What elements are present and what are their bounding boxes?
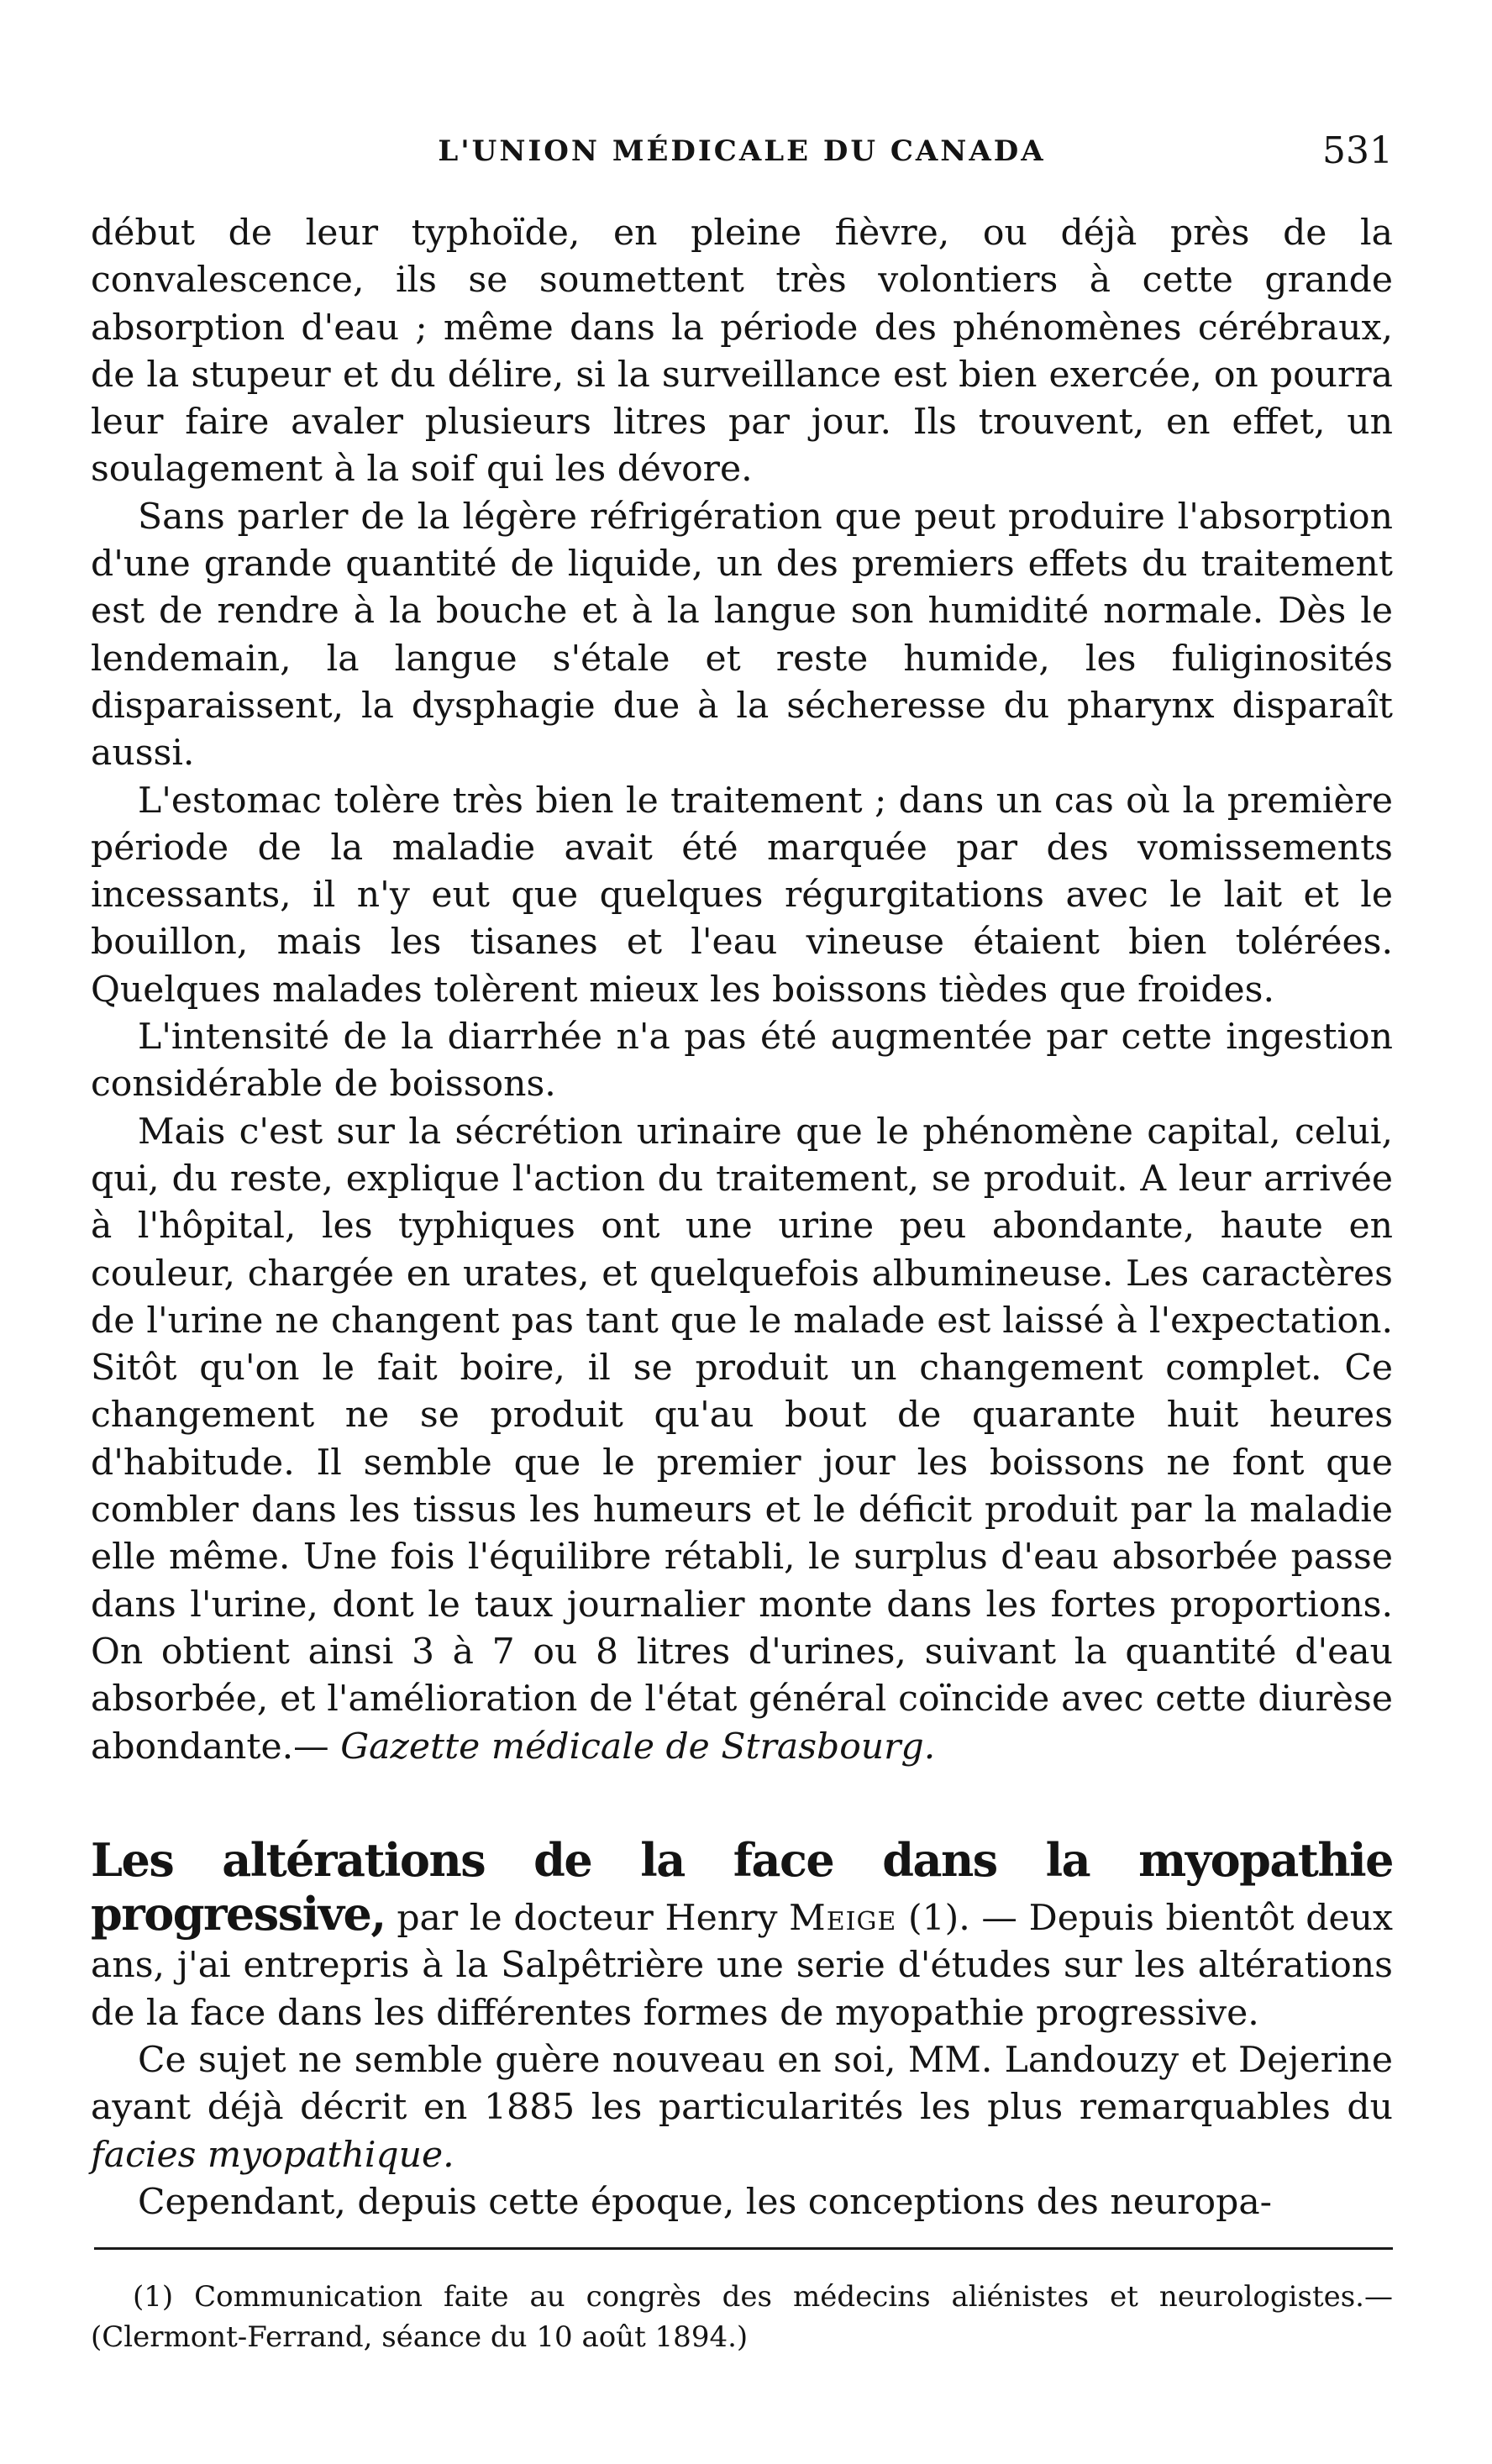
paragraph-mouth-tongue: Sans parler de la légère réfrigération que peut produire l'absorption d'une grande quantité de liquide, un des premiers effets du traitement est de rendre à la bouche et à la langue son humidité normale. Dès le lendemain, la langue s'étale et reste humide, les fuliginosités disparaissent, la dysphagie due à la sécheresse du pharynx disparaît aussi. bbox=[91, 496, 1393, 775]
running-title: L'UNION MÉDICALE DU CANADA bbox=[438, 134, 1046, 168]
footnote-text: (1) Communication faite au congrès des médecins aliénistes et neurologistes.— (Clermont-Ferrand, séance du 10 août 1894.) bbox=[91, 2280, 1393, 2354]
paragraph-landouzy-dejerine bbox=[91, 2037, 1393, 2179]
paragraph-cependant: Cependant, depuis cette époque, les conceptions des neuropa- bbox=[138, 2181, 1273, 2223]
page-number: 531 bbox=[1322, 129, 1393, 172]
author-surname: Meige bbox=[789, 1898, 897, 1940]
facies-term: facies myopathique. bbox=[91, 2134, 454, 2176]
paragraph-diarrhea: L'intensité de la diarrhée n'a pas été augmentée par cette ingestion considérable de boissons. bbox=[91, 1017, 1393, 1106]
source-citation: Gazette médicale de Strasbourg. bbox=[340, 1726, 936, 1768]
byline-prefix: par le docteur Henry bbox=[397, 1898, 778, 1940]
page-header bbox=[91, 129, 1393, 185]
article-title: Les altérations de la face dans la myopathie progressive, bbox=[91, 1832, 1393, 1941]
paragraph-continuation: début de leur typhoïde, en pleine fièvre, ou déjà près de la convalescence, ils se soumettent très volontiers à cette grande absorption d'eau ; même dans la période des phénomènes cérébraux, de la stupeur et du délire, si la surveillance est bien exercée, on pourra leur faire avaler plusieurs litres par jour. Ils trouvent, en effet, un soulagement à la soif qui les dévore. bbox=[91, 213, 1393, 491]
page-body bbox=[91, 210, 1393, 2226]
paragraph-urinary-secretion bbox=[91, 1109, 1393, 1771]
section-gap bbox=[91, 1771, 1393, 1835]
footnote-rule bbox=[94, 2247, 1393, 2250]
byline-rest: (1). — Depuis bientôt deux ans, j'ai entrepris à la Salpêtrière une serie d'études sur les altérations de la face dans les différentes formes de myopathie progressive. bbox=[91, 1898, 1393, 2034]
urinary-text: Mais c'est sur la sécrétion urinaire que le phénomène capital, celui, qui, du reste, explique l'action du traitement, se produit. A leur arrivée à l'hôpital, les typhiques ont une urine peu abondante, haute en couleur, chargée en urates, et quelquefois albumineuse. Les caractères de l'urine ne changent pas tant que le malade est laissé à l'expectation. Sitôt qu'on le fait boire, il se produit un changement complet. Ce changement ne se produit qu'au bout de quarante huit heures d'habitude. Il semble que le premier jour les boissons ne font que combler dans les tissus les humeurs et le déficit produit par la maladie elle même. Une fois l'équilibre rétabli, le surplus d'eau absorbée passe dans l'urine, dont le taux journalier monte dans les fortes proportions. On obtient ainsi 3 à 7 ou 8 litres d'urines, suivant la quantité d'eau absorbée, et l'amélioration de l'état général coïncide avec cette diurèse abondante.— bbox=[91, 1111, 1393, 1768]
footnote bbox=[91, 2277, 1393, 2357]
landouzy-text: Ce sujet ne semble guère nouveau en soi, MM. Landouzy et Dejerine ayant déjà décrit en 1885 les particularités les plus remarquables du bbox=[91, 2039, 1393, 2129]
article-intro bbox=[91, 1832, 1393, 2037]
paragraph-stomach: L'estomac tolère très bien le traitement ; dans un cas où la première période de la maladie avait été marquée par des vomissements incessants, il n'y eut que quelques régurgitations avec le lait et le bouillon, mais les tisanes et l'eau vineuse étaient bien tolérées. Quelques malades tolèrent mieux les boissons tièdes que froides. bbox=[91, 780, 1393, 1011]
